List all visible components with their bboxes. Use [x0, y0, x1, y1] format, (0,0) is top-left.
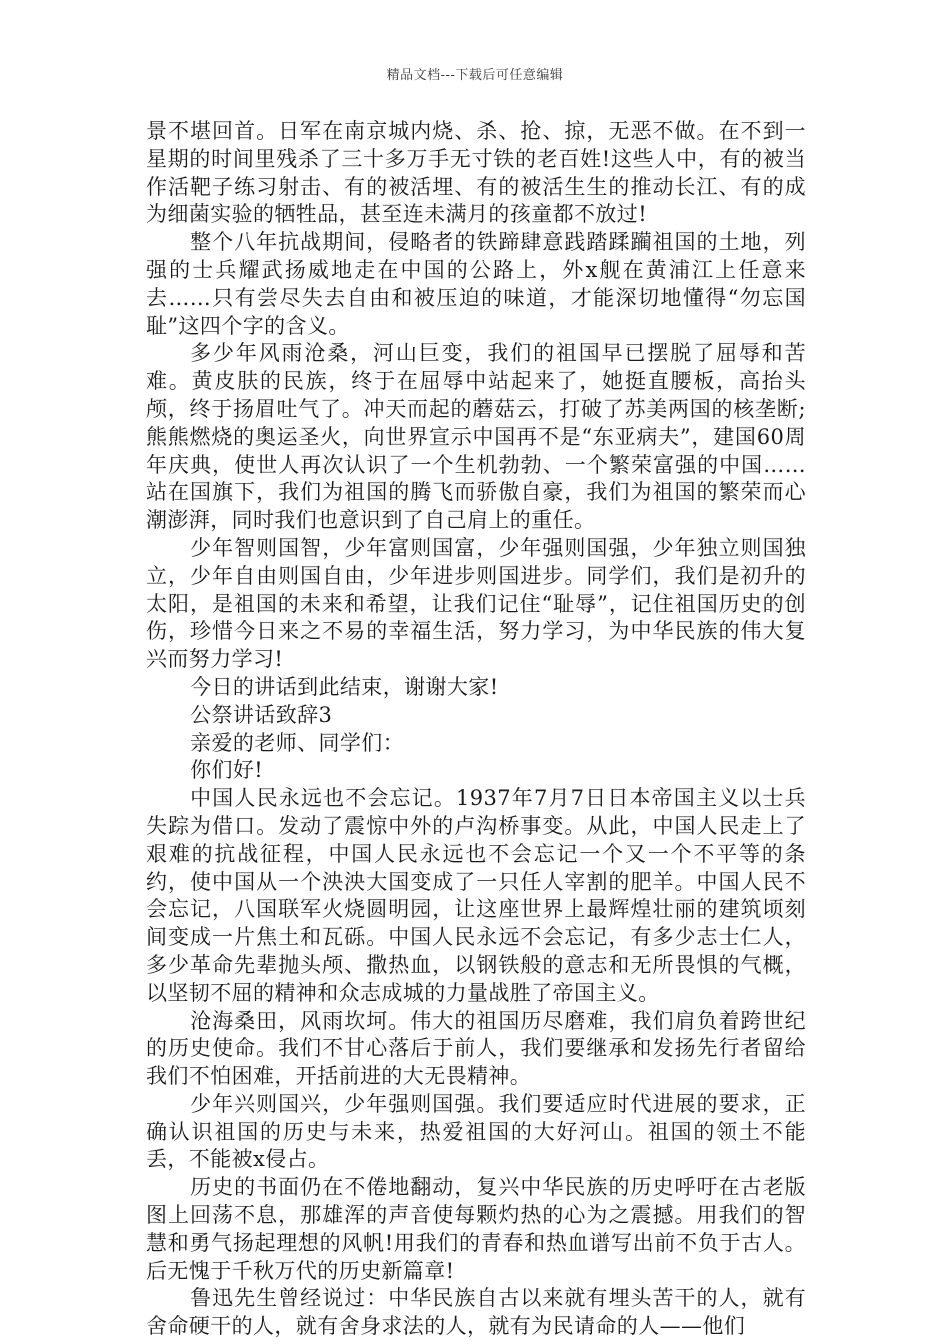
paragraph: 历史的书面仍在不倦地翻动，复兴中华民族的历史呼吁在古老版图上回荡不息，那雄浑的声音使每颗灼热的心为之震撼。用我们的智慧和勇气扬起理想的风帆!用我们的青春和热血谱写出前不负于古人。后无愧于千秋万代的历史新篇章!: [146, 1175, 806, 1283]
paragraph: 整个八年抗战期间，侵略者的铁蹄肆意践踏蹂躏祖国的土地，列强的士兵耀武扬威地走在中国的公路上，外x舰在黄浦江上任意来去……只有尝尽失去自由和被压迫的味道，才能深切地懂得“勿忘国耻”这四个字的含义。: [146, 230, 806, 338]
paragraph: 沧海桑田，风雨坎坷。伟大的祖国历尽磨难，我们肩负着跨世纪的历史使命。我们不甘心落后于前人，我们要继承和发扬先行者留给我们不怕困难，开括前进的大无畏精神。: [146, 1008, 806, 1089]
paragraph: 中国人民永远也不会忘记。1937年7月7日日本帝国主义以士兵失踪为借口。发动了震惊中外的卢沟桥事变。从此，中国人民走上了艰难的抗战征程，中国人民永远也不会忘记一个又一个不平等的条约，使中国从一个泱泱大国变成了一只任人宰割的肥羊。中国人民不会忘记，八国联军火烧圆明园，让这座世界上最辉煌壮丽的建筑顷刻间变成一片焦土和瓦砾。中国人民永远不会忘记，有多少志士仁人，多少革命先辈抛头颅、撒热血，以钢铁般的意志和无所畏惧的气概，以坚韧不屈的精神和众志成城的力量战胜了帝国主义。: [146, 786, 806, 1005]
salutation: 亲爱的老师、同学们：: [190, 730, 405, 755]
paragraph: 少年兴则国兴，少年强则国强。我们要适应时代进展的要求，正确认识祖国的历史与未来，热爱祖国的大好河山。祖国的领土不能丢，不能被x侵占。: [146, 1091, 806, 1172]
greeting: 你们好!: [190, 758, 264, 783]
document-body: [146, 118, 806, 1341]
paragraph: 今日的讲话到此结束，谢谢大家!: [190, 674, 499, 699]
paragraph: 多少年风雨沧桑，河山巨变，我们的祖国早已摆脱了屈辱和苦难。黄皮肤的民族，终于在屈辱中站起来了，她挺直腰板，高抬头颅，终于扬眉吐气了。冲天而起的蘑菇云，打破了苏美两国的核垄断;熊熊燃烧的奥运圣火，向世界宣示中国再不是“东亚病夫”，建国60周年庆典，使世人再次认识了一个生机勃勃、一个繁荣富强的中国……站在国旗下，我们为祖国的腾飞而骄傲自豪，我们为祖国的繁荣而心潮澎湃，同时我们也意识到了自己肩上的重任。: [146, 341, 806, 533]
paragraph: 景不堪回首。日军在南京城内烧、杀、抢、掠，无恶不做。在不到一星期的时间里残杀了三十多万手无寸铁的老百姓!这些人中，有的被当作活靶子练习射击、有的被活埋、有的被活生生的推动长江、有的成为细菌实验的牺牲品，甚至连未满月的孩童都不放过!: [146, 119, 806, 227]
section-title: 公祭讲话致辞3: [190, 702, 333, 727]
page-header: 精品文档---下载后可任意编辑: [386, 68, 564, 83]
paragraph: 少年智则国智，少年富则国富，少年强则国强，少年独立则国独立，少年自由则国自由，少年进步则国进步。同学们，我们是初升的太阳，是祖国的未来和希望，让我们记住“耻辱”，记住祖国历史的创伤，珍惜今日来之不易的幸福生活，努力学习，为中华民族的伟大复兴而努力学习!: [146, 535, 806, 672]
paragraph: 鲁迅先生曾经说过：中华民族自古以来就有埋头苦干的人，就有舍命硬干的人，就有舍身求法的人，就有为民请命的人——他们: [146, 1286, 806, 1339]
